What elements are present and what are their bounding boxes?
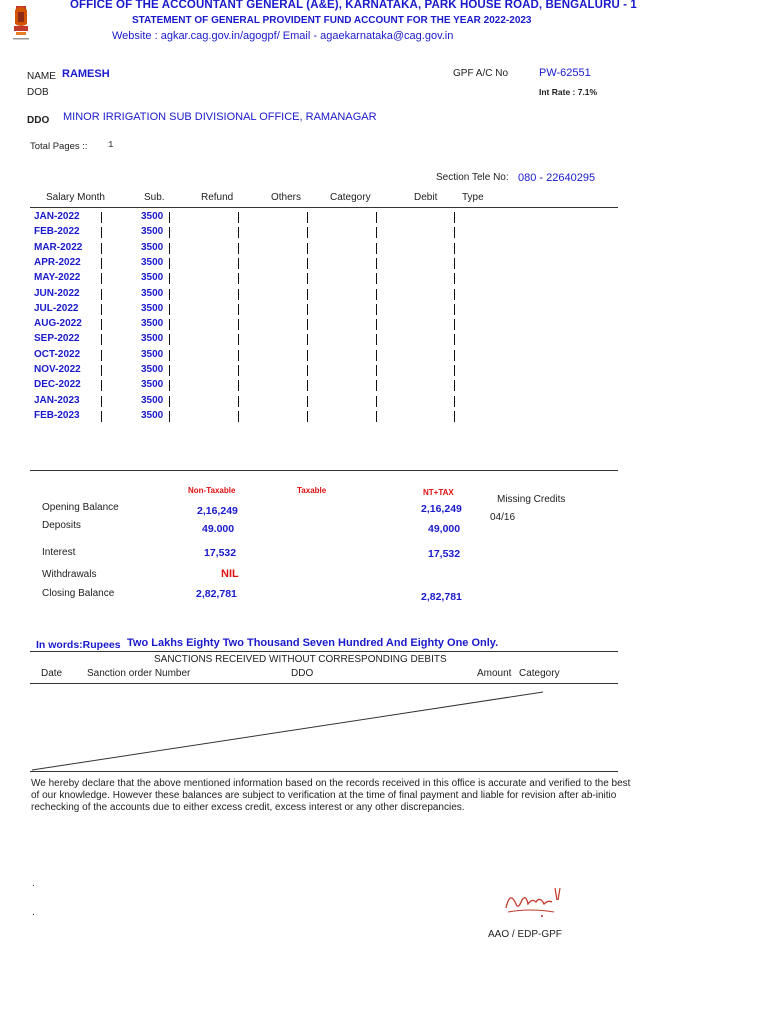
ledger-row-month: AUG-2022 xyxy=(34,318,82,330)
ledger-row-month: JUL-2022 xyxy=(34,302,79,314)
deposits-total: 49,000 xyxy=(428,523,461,535)
int-rate: Int Rate : 7.1% xyxy=(539,87,598,97)
col-nt-tax: NT+TAX xyxy=(423,488,454,497)
ledger-row-sub: 3500 xyxy=(141,256,164,268)
col-taxable: Taxable xyxy=(297,486,327,495)
ledger-row-month: FEB-2023 xyxy=(34,409,80,421)
col-debit: Debit xyxy=(414,192,438,203)
contact-line: Website : agkar.cag.gov.in/agogpf/ Email - agaekarnataka@cag.gov.in xyxy=(112,30,454,42)
ledger-row-month: SEP-2022 xyxy=(34,333,80,345)
sanction-col-amount: Amount xyxy=(477,668,512,679)
interest-total: 17,532 xyxy=(428,548,461,560)
opening-non-taxable: 2,16,249 xyxy=(197,505,238,517)
opening-total: 2,16,249 xyxy=(421,503,462,515)
ledger-row-sub: 3500 xyxy=(141,348,164,360)
gpf-label: GPF A/C No xyxy=(453,68,509,79)
ledger-row-sub: 3500 xyxy=(141,333,164,345)
closing-non-taxable: 2,82,781 xyxy=(196,588,237,600)
interest-label: Interest xyxy=(42,547,76,558)
closing-total: 2,82,781 xyxy=(421,591,462,603)
gpf-value: PW-62551 xyxy=(539,67,591,79)
section-tele-value: 080 - 22640295 xyxy=(518,172,596,184)
ledger-row-sub: 3500 xyxy=(141,379,164,391)
signature xyxy=(500,882,570,920)
total-pages-value: 1 xyxy=(108,140,114,150)
col-category: Category xyxy=(330,192,371,203)
sanctions-title: SANCTIONS RECEIVED WITHOUT CORRESPONDING DEBITS xyxy=(154,654,447,665)
missing-credits-value: 04/16 xyxy=(490,512,516,523)
col-salary-month: Salary Month xyxy=(46,192,105,203)
ledger-row-sub: 3500 xyxy=(141,364,164,375)
ledger-row-month: DEC-2022 xyxy=(34,379,81,391)
ledger-row-sub: 3500 xyxy=(141,272,164,284)
ledger-row-sub: 3500 xyxy=(141,409,164,421)
col-sub: Sub. xyxy=(144,192,165,203)
footer-dot-1: . xyxy=(32,878,35,889)
sanction-col-order: Sanction order Number xyxy=(87,668,191,679)
declaration-top-rule xyxy=(30,771,618,772)
interest-non-taxable: 17,532 xyxy=(204,547,237,559)
ledger-row-sub: 3500 xyxy=(141,394,164,406)
col-others: Others xyxy=(271,192,302,203)
footer-dot-2: . xyxy=(32,907,35,918)
ledger-row-month: FEB-2022 xyxy=(34,226,80,238)
sanction-col-category: Category xyxy=(519,668,560,679)
ledger-row-sub: 3500 xyxy=(141,318,164,330)
declaration-text: We hereby declare that the above mentioned information based on the records received in this office is accurate and verified to the best of our knowledge. However these balances are subject to verification at the time of final payment and liable for revision after ab-initio rechecking of the accounts due to either excess credit, excess interest or any other discrepancies. xyxy=(31,778,631,813)
ledger-row-month: JAN-2022 xyxy=(34,211,80,222)
ledger-row-sub: 3500 xyxy=(141,211,164,222)
dob-label: DOB xyxy=(27,87,49,98)
withdrawals-label: Withdrawals xyxy=(42,569,97,580)
missing-credits-label: Missing Credits xyxy=(497,494,566,505)
deposits-non-taxable: 49.000 xyxy=(202,523,235,535)
opening-balance-label: Opening Balance xyxy=(42,502,119,513)
sanction-col-ddo: DDO xyxy=(291,668,314,679)
name-value: RAMESH xyxy=(62,68,110,80)
ledger-row-month: OCT-2022 xyxy=(34,348,81,360)
col-non-taxable: Non-Taxable xyxy=(188,486,236,495)
section-tele-label: Section Tele No: xyxy=(436,172,509,183)
deposits-label: Deposits xyxy=(42,520,81,531)
ledger-row-sub: 3500 xyxy=(141,302,164,314)
in-words-label: In words:Rupees xyxy=(36,639,121,651)
ddo-label: DDO xyxy=(27,115,50,126)
ledger-row-sub: 3500 xyxy=(141,241,164,253)
name-label: NAME xyxy=(27,71,56,82)
ledger-row-month: NOV-2022 xyxy=(34,364,81,375)
ledger-row-month: JAN-2023 xyxy=(34,394,80,406)
ledger-row-sub: 3500 xyxy=(141,226,164,238)
statement-title: STATEMENT OF GENERAL PROVIDENT FUND ACCOUNT FOR THE YEAR 2022-2023 xyxy=(132,15,532,26)
in-words-value: Two Lakhs Eighty Two Thousand Seven Hundred And Eighty One Only. xyxy=(127,637,499,649)
sanction-col-date: Date xyxy=(41,668,63,679)
col-type: Type xyxy=(462,192,484,203)
ledger-row-month: MAY-2022 xyxy=(34,272,81,284)
ledger-row-month: JUN-2022 xyxy=(34,287,80,299)
total-pages-label: Total Pages :: xyxy=(30,141,88,152)
closing-balance-label: Closing Balance xyxy=(42,588,115,599)
ddo-value: MINOR IRRIGATION SUB DIVISIONAL OFFICE, RAMANAGAR xyxy=(63,111,377,123)
withdrawals-value: NIL xyxy=(221,568,239,580)
signatory-title: AAO / EDP-GPF xyxy=(488,929,562,940)
ledger-row-month: MAR-2022 xyxy=(34,241,83,253)
col-refund: Refund xyxy=(201,192,234,203)
ledger-row-month: APR-2022 xyxy=(34,256,81,268)
office-title: OFFICE OF THE ACCOUNTANT GENERAL (A&E), KARNATAKA, PARK HOUSE ROAD, BENGALURU - 1 xyxy=(70,0,637,11)
ledger-row-sub: 3500 xyxy=(141,287,164,299)
